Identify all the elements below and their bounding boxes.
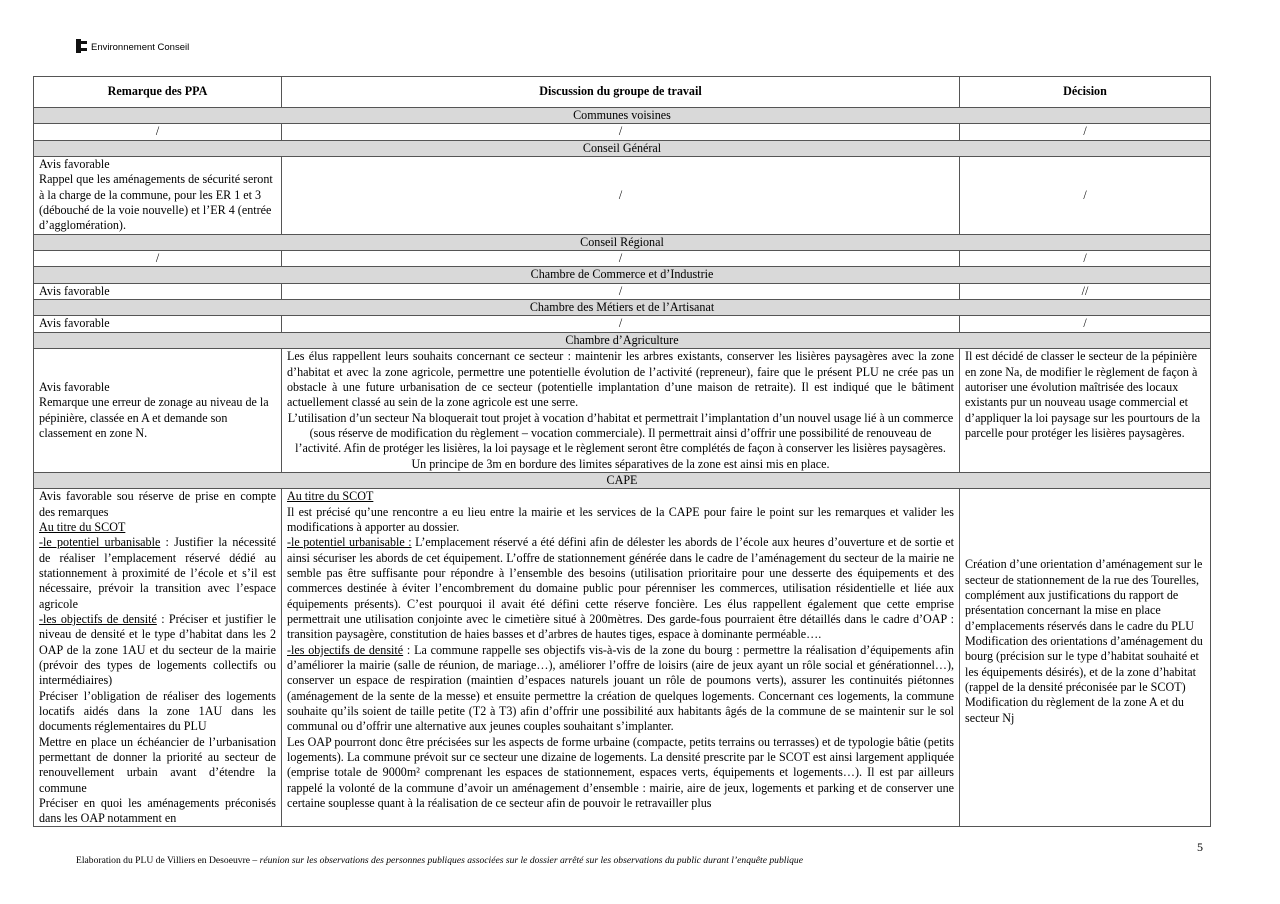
column-header: Décision [960, 77, 1211, 108]
table-row [34, 251, 1211, 267]
table-row [34, 157, 1211, 235]
remark-term: -le potentiel urbanisable [39, 535, 161, 550]
section-header-conseil-regional: Conseil Régional [34, 234, 1211, 250]
discussion-paragraph: Les élus rappellent leurs souhaits concernant ce secteur : maintenir les arbres existants, conserver les lisières paysagères avec la zone d’habitat et avec la zone agricole, permettre une potentielle évolution de l’activité (repreneur), faire que le présent PLU ne crée pas un obstacle à une future urbanisation de ce secteur (potentielle implantation d’une maison de retraite). Il est indiqué que le bâtiment actuellement classé au sein de la zone agricole est une serre. [287, 349, 954, 410]
remark-cell: Avis favorable [34, 283, 282, 299]
decision-cell: Il est décidé de classer le secteur de la pépinière en zone Na, de modifier le règlement de façon à autoriser une évolution maîtrisée des locaux existants pur un nouveau usage commercial et d’appliquer la loi paysage sur les pourtours de la parcelle pour protéger les lisières paysagères. [960, 349, 1211, 473]
discussion-term: -les objectifs de densité [287, 642, 404, 657]
table-row [34, 124, 1211, 140]
footer-subtitle: réunion sur les observations des personnes publiques associées sur le dossier arrêté sur les observations du public durant l’enquête publique [259, 855, 803, 866]
remark-cell: Avis favorable Remarque une erreur de zonage au niveau de la pépinière, classée en A et demande son classement en zone N. [34, 349, 282, 473]
remark-paragraph: Mettre en place un échéancier de l’urbanisation permettant de donner la priorité au secteur de renouvellement urbain avant d’étendre la commune [39, 734, 276, 795]
decision-cell: / [960, 251, 1211, 267]
remark-cell: Avis favorable [34, 316, 282, 332]
section-header-conseil-general: Conseil Général [34, 140, 1211, 156]
remark-paragraph: Préciser l’obligation de réaliser des logements locatifs aidés dans la zone 1AU dans les documents réglementaires du PLU [39, 688, 276, 734]
column-header: Remarque des PPA [34, 77, 282, 108]
column-header: Discussion du groupe de travail [282, 77, 960, 108]
section-header-cma: Chambre des Métiers et de l’Artisanat [34, 300, 1211, 316]
discussion-paragraph: L’utilisation d’un secteur Na bloquerait tout projet à vocation d’habitat et permettrait l’implantation d’un nouvel usage lié à un commerce (sous réserve de modification du règlement – vocation commerciale). Il permettrait ainsi d’offrir une possibilité de renouveau de l’activité. Afin de protéger les lisières, la loi paysage et le règlement seront être complétés de façon à conserver les lisières paysagères. Un principe de 3m en bordure des limites séparatives de la zone est ainsi mis en place. [287, 410, 954, 471]
logo-text: Environnement Conseil [91, 42, 190, 53]
table-row [34, 316, 1211, 332]
remark-paragraph [39, 612, 276, 689]
remark-paragraph [39, 535, 276, 612]
discussion-cell: / [282, 316, 960, 332]
section-header-agriculture: Chambre d’Agriculture [34, 332, 1211, 348]
footer-title: Elaboration du PLU de Villiers en Desoeuvre – [76, 855, 260, 866]
discussion-subheading: Au titre du SCOT [287, 489, 374, 504]
page-number: 5 [1197, 840, 1203, 854]
discussion-text: : La commune rappelle ses objectifs vis-à-vis de la zone du bourg : permettre la réalisation d’équipements afin d’améliorer la mairie (salle de réunion, de mariage…), améliorer l’offre de loisirs (aire de jeux ayant un rôle social et générationnel…), conserver un espace de respiration (maintien d’espaces naturels jouant un rôle de poumons verts), assurer les continuités piétonnes (aménagement de la sente de la messe) et ensuite permettre la création de quelques logements. Concernant ces logements, la commune souhaite qu’ils soient de taille petite (T2 à T3) afin d’offrir une possibilité aux habitants âgés de la commune de se maintenir sur le sol communal ou d’offrir une alternative aux jeunes couples souhaitant s’implanter. [287, 642, 954, 734]
discussion-text: L’emplacement réservé a été défini afin de délester les abords de l’école aux heures d’ouverture et de sortie et ainsi sécuriser les abords de cet équipement. L’offre de stationnement générée dans le cadre de l’aménagement du secteur de la mairie ne semble pas être suffisante pour répondre à l’ensemble des besoins (utilisation prioritaire pour une desserte des équipements et des commerces destinée à éviter l’encombrement du domaine public pour pérenniser les commerces, utilisation résidentielle et liée aux équipements présents). C’est pourquoi il avait été défini cette réserve foncière. Les élus rappellent également que cette emprise permettrait une utilisation conjointe avec le cimetière situé à 200mètres. Des garde-fous pourraient être détaillés dans le cadre d’OAP : transition paysagère, constitution de haies basses et d’arbres de hautes tiges, espace à dominante perméable…. [287, 535, 954, 642]
discussion-cell [282, 349, 960, 473]
remark-cell: / [34, 251, 282, 267]
remark-term: -les objectifs de densité [39, 612, 157, 626]
decision-cell: // [960, 283, 1211, 299]
decision-paragraph: Création d’une orientation d’aménagement sur le secteur de stationnement de la rue des Tourelles, complément aux justifications du rapport de présentation concernant la mise en place d’emplacements réservés dans le cadre du PLU [965, 557, 1203, 633]
remark-paragraph: Préciser en quoi les aménagements préconisés dans les OAP notamment en [39, 796, 276, 826]
discussion-term: -le potentiel urbanisable : [287, 535, 412, 550]
discussion-paragraph: Il est précisé qu’une rencontre a eu lieu entre la mairie et les services de la CAPE pour faire le point sur les remarques et valider les modifications à apporter au dossier. [287, 504, 954, 534]
decision-cell: / [960, 157, 1211, 235]
discussion-paragraph [287, 643, 954, 735]
table-row [34, 349, 1211, 473]
discussion-cell: / [282, 251, 960, 267]
section-header-cape: CAPE [34, 472, 1211, 488]
remark-subheading: Au titre du SCOT [39, 519, 126, 534]
discussion-cell: / [282, 157, 960, 235]
company-logo [76, 39, 189, 53]
table-row [34, 283, 1211, 299]
decision-cell [960, 489, 1211, 827]
page-footer [76, 855, 803, 866]
decision-paragraph: Modification des orientations d’aménagement du bourg (précision sur le type d’habitat souhaité et les équipements désirés), et de la zone d’habitat (rappel de la densité préconisée par le SCOT) [965, 633, 1203, 694]
discussion-cell: / [282, 124, 960, 140]
table-header-row [34, 77, 1211, 108]
observations-table [33, 76, 1211, 827]
section-header-cci: Chambre de Commerce et d’Industrie [34, 267, 1211, 283]
decision-paragraph: Modification du règlement de la zone A et du secteur Nj [965, 695, 1184, 725]
discussion-paragraph [287, 535, 954, 642]
remark-cell [34, 489, 282, 827]
remark-cell: / [34, 124, 282, 140]
logo-icon [76, 39, 88, 53]
remark-paragraph: Avis favorable sou réserve de prise en compte des remarques [39, 489, 276, 519]
remark-text: : Préciser et justifier le niveau de densité et le type d’habitat dans les 2 OAP de la zone 1AU et du secteur de la mairie (prévoir des types de logements collectifs ou intermédiaires) [39, 612, 276, 688]
remark-text: : Justifier la nécessité de réaliser l’emplacement réservé dédié au stationnement à proximité de l’école et s’il est nécessaire, prévoir la transition avec l’espace agricole [39, 535, 276, 611]
remark-cell: Avis favorable Rappel que les aménagements de sécurité seront à la charge de la commune, pour les ER 1 et 3 (débouché de la voie nouvelle) et l’ER 4 (entrée d’agglomération). [34, 157, 282, 235]
discussion-cell: / [282, 283, 960, 299]
discussion-cell [282, 489, 960, 827]
discussion-paragraph: Les OAP pourront donc être précisées sur les aspects de forme urbaine (compacte, petits terrains ou terrasses) et de typologie bâtie (petits logements). La commune prévoit sur ce secteur une dizaine de logements. La densité prescrite par le SCOT est ainsi largement appliquée (emprise totale de 9000m² comprenant les espaces de stationnement, espaces verts, équipements et logements…). Il est par ailleurs rappelé la volonté de la commune d’avoir un aménagement d’ensemble : mairie, aire de jeux, logements et parking et de conserver une certaine souplesse quant à la réalisation de ce secteur afin de pouvoir le retravailler plus [287, 734, 954, 811]
decision-cell: / [960, 124, 1211, 140]
table-row [34, 489, 1211, 827]
decision-cell: / [960, 316, 1211, 332]
section-header-communes: Communes voisines [34, 108, 1211, 124]
